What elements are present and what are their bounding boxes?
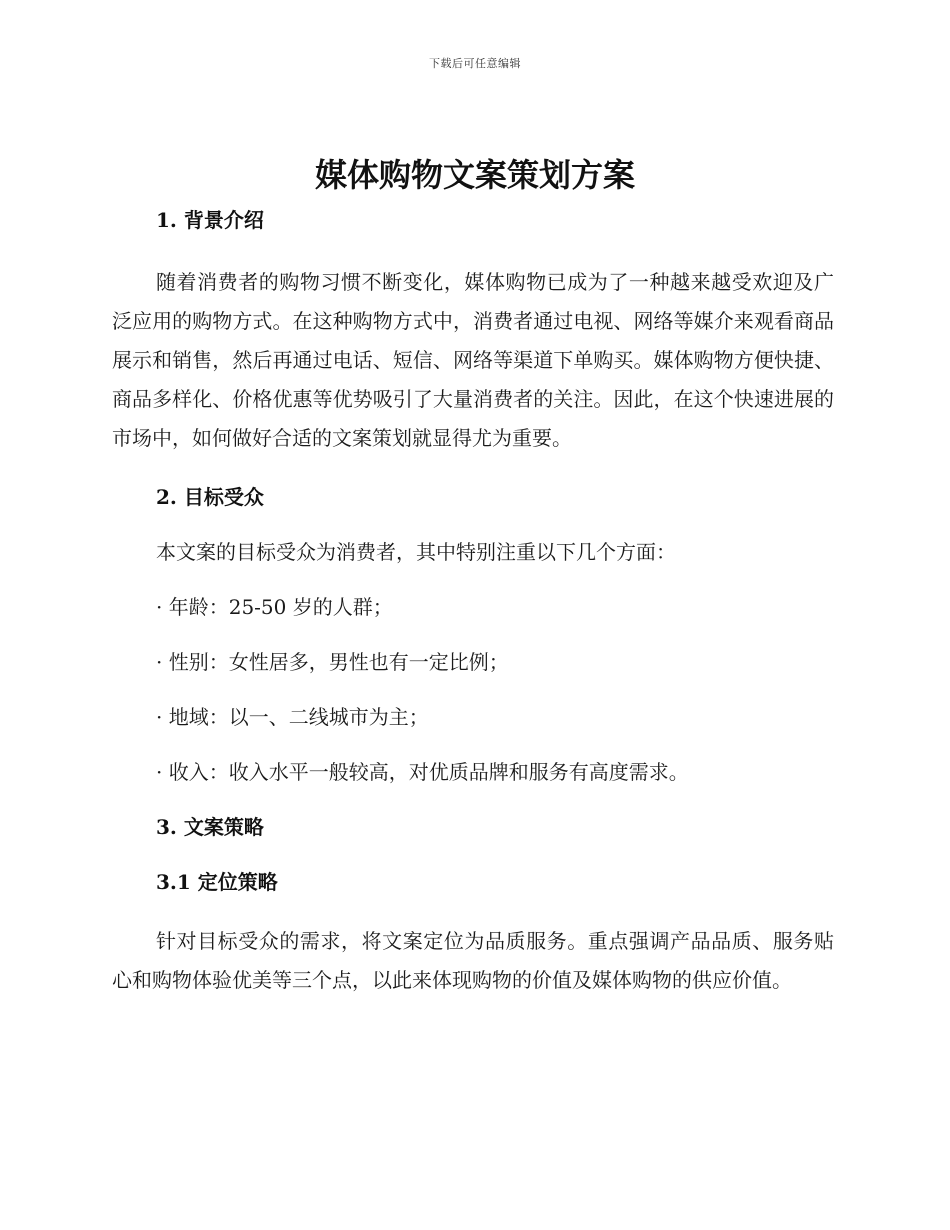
section-heading-strategy: 3. 文案策略 [156,815,264,839]
section-heading-background: 1. 背景介绍 [156,208,264,232]
list-item-region: · 地域：以一、二线城市为主； [156,705,429,729]
section-heading-audience: 2. 目标受众 [156,485,264,509]
background-paragraph: 随着消费者的购物习惯不断变化，媒体购物已成为了一种越来越受欢迎及广泛应用的购物方式。在这种购物方式中，消费者通过电视、网络等媒介来观看商品展示和销售，然后再通过电话、短信、网络等渠道下单购买。媒体购物方便快捷、商品多样化、价格优惠等优势吸引了大量消费者的关注。因此，在这个快速进展的市场中，如何做好合适的文案策划就显得尤为重要。 [112,270,834,450]
document-title: 媒体购物文案策划方案 [314,156,635,194]
list-item-income: · 收入：收入水平一般较高，对优质品牌和服务有高度需求。 [156,760,689,784]
positioning-paragraph: 针对目标受众的需求，将文案定位为品质服务。重点强调产品品质、服务贴心和购物体验优美等三个点，以此来体现购物的价值及媒体购物的供应价值。 [112,929,834,992]
list-item-age: · 年龄：25-50 岁的人群； [156,595,393,619]
list-item-gender: · 性别：女性居多，男性也有一定比例； [156,650,509,674]
header-note: 下载后可任意编辑 [429,57,521,70]
audience-intro: 本文案的目标受众为消费者，其中特别注重以下几个方面： [156,540,676,564]
document-body [112,205,834,1000]
subsection-heading-positioning: 3.1 定位策略 [156,870,278,894]
